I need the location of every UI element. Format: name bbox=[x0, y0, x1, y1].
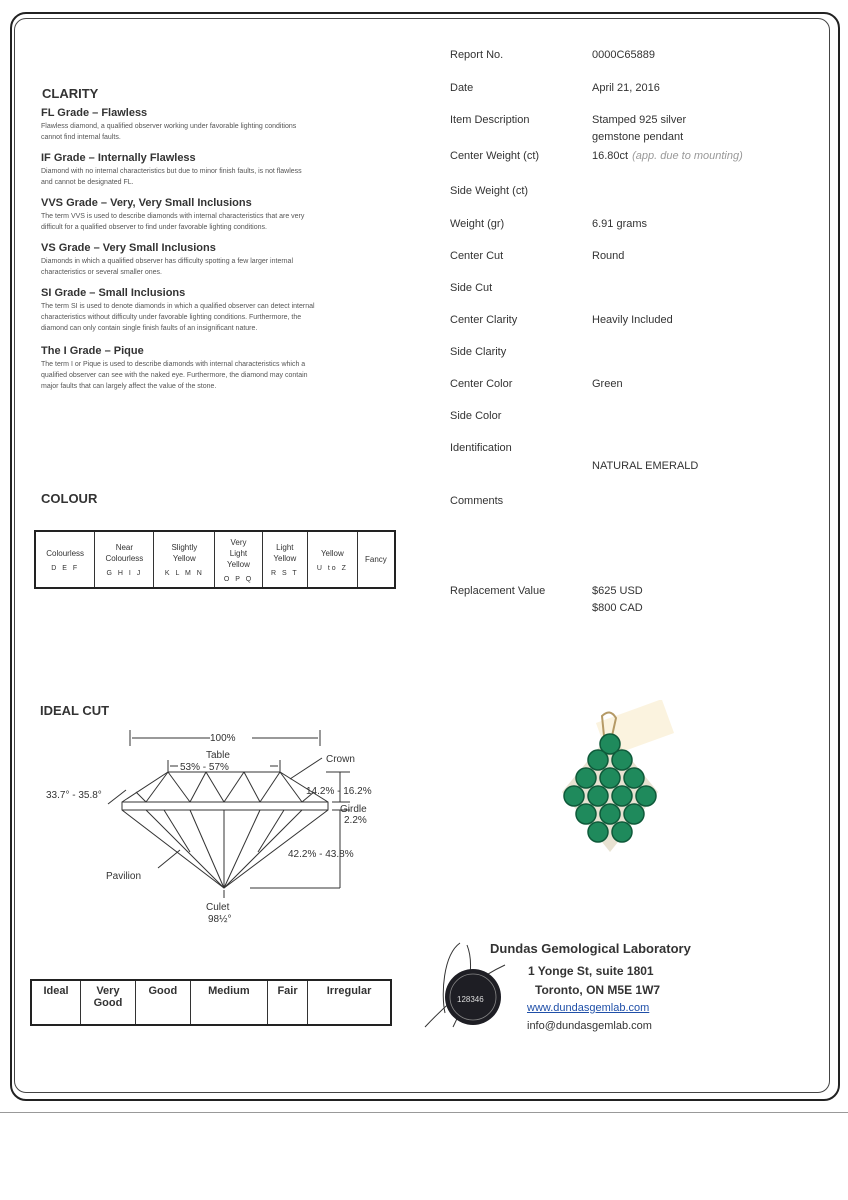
emerald-stone bbox=[612, 822, 632, 842]
clarity-grade-name: FL Grade – Flawless bbox=[41, 107, 148, 119]
lab-website-link[interactable]: www.dundasgemlab.com bbox=[527, 1002, 650, 1014]
field-value bbox=[592, 80, 660, 97]
colour-grade-label: Light bbox=[276, 543, 294, 552]
table-range-label: 53% - 57% bbox=[180, 762, 229, 773]
colour-grade-label: Fancy bbox=[364, 555, 387, 564]
colour-grade-cell bbox=[357, 531, 395, 588]
cut-grade-cell bbox=[267, 980, 307, 1025]
colour-grade-letters: G H I J bbox=[106, 570, 143, 577]
colour-grade-label: Yellow bbox=[320, 548, 344, 558]
description-line: Flawless diamond, a qualified observer working under favorable lighting conditions bbox=[41, 123, 297, 130]
description-line: The term SI is used to denote diamonds in which a qualified observer can detect internal bbox=[41, 303, 315, 310]
field-value-text: April 21, 2016 bbox=[592, 82, 660, 94]
emerald-stone bbox=[624, 768, 644, 788]
colour-title: COLOUR bbox=[41, 491, 98, 506]
field-label: Side Cut bbox=[450, 282, 493, 294]
description-line: The term VVS is used to describe diamonds with internal characteristics that are very bbox=[41, 213, 305, 220]
clarity-grade bbox=[41, 287, 386, 334]
colour-grade-label: Very bbox=[230, 537, 247, 547]
cut-grade-label: Medium bbox=[208, 985, 250, 997]
width-percent-label: 100% bbox=[210, 733, 236, 744]
clarity-grade bbox=[41, 242, 386, 278]
field-value bbox=[592, 47, 655, 64]
emerald-stone bbox=[576, 768, 596, 788]
field-label: Side Clarity bbox=[450, 346, 507, 358]
page-divider bbox=[0, 1112, 848, 1113]
emerald-stone bbox=[612, 750, 632, 770]
cut-grade-cell bbox=[31, 980, 80, 1025]
colour-grade-cell bbox=[262, 531, 307, 588]
field-value-note: (app. due to mounting) bbox=[632, 150, 743, 162]
colour-grade-label: Near bbox=[115, 543, 134, 552]
diamond-cut-diagram bbox=[40, 722, 400, 932]
colour-grade-cell bbox=[154, 531, 215, 588]
description-line: Diamond with no internal characteristics but due to minor finish faults, is not flawless bbox=[41, 168, 302, 175]
cut-grade-label: Good bbox=[148, 985, 178, 997]
description-line: The term I or Pique is used to describe diamonds with internal characteristics which a bbox=[41, 361, 306, 368]
description-line: qualified observer can see with the naked eye. Furthermore, the diamond may contain bbox=[41, 372, 308, 379]
colour-grade-cell bbox=[95, 531, 154, 588]
colour-grade-letters: U to Z bbox=[316, 564, 348, 572]
clarity-grade-description bbox=[41, 359, 386, 392]
description-line: characteristics or several smaller ones. bbox=[41, 269, 162, 276]
lab-address-line1: 1 Yonge St, suite 1801 bbox=[528, 964, 654, 978]
culet-label: Culet bbox=[206, 902, 230, 913]
clarity-grade-name: The I Grade – Pique bbox=[41, 345, 144, 357]
emerald-stone bbox=[600, 768, 620, 788]
field-label: Comments bbox=[450, 495, 504, 507]
description-line: and cannot be designated FL. bbox=[41, 179, 134, 186]
cut-grade-table bbox=[30, 979, 392, 1026]
description-line: characteristics without difficulty under favorable lighting conditions. Furthermore, the bbox=[41, 314, 302, 321]
emerald-stone bbox=[564, 786, 584, 806]
girdle-label: Girdle bbox=[340, 804, 367, 815]
field-value bbox=[592, 148, 743, 165]
field-value bbox=[592, 216, 647, 233]
seal-number: 128346 bbox=[457, 995, 484, 1004]
lab-name: Dundas Gemological Laboratory bbox=[490, 941, 691, 956]
colour-grade-label: Light bbox=[229, 548, 248, 558]
colour-grade-label: Colourless bbox=[105, 554, 144, 563]
field-label: Center Color bbox=[450, 378, 513, 390]
emerald-stone bbox=[588, 786, 608, 806]
field-label: Item Description bbox=[450, 114, 530, 126]
cut-grade-cell bbox=[190, 980, 267, 1025]
clarity-grade-name: VS Grade – Very Small Inclusions bbox=[41, 242, 216, 254]
field-value bbox=[592, 583, 643, 617]
colour-scale-table bbox=[34, 530, 396, 589]
lab-email: info@dundasgemlab.com bbox=[527, 1020, 652, 1032]
colour-grade-cell bbox=[307, 531, 357, 588]
colour-grade-letters: R S T bbox=[270, 570, 299, 577]
clarity-grade-description bbox=[41, 166, 386, 188]
clarity-grade bbox=[41, 152, 386, 188]
emerald-stone bbox=[636, 786, 656, 806]
field-value-text: Green bbox=[592, 378, 623, 390]
clarity-grade-name: VVS Grade – Very, Very Small Inclusions bbox=[41, 197, 252, 209]
emerald-stone bbox=[600, 804, 620, 824]
field-value bbox=[592, 312, 673, 329]
field-value bbox=[592, 376, 623, 393]
clarity-grade-description bbox=[41, 211, 386, 233]
field-label: Center Weight (ct) bbox=[450, 150, 540, 162]
field-label: Identification bbox=[450, 442, 512, 454]
field-value-text: NATURAL EMERALD bbox=[592, 460, 699, 472]
colour-grade-letters: D E F bbox=[51, 564, 80, 572]
lab-address-line2: Toronto, ON M5E 1W7 bbox=[535, 983, 661, 997]
field-value-line2: $800 CAD bbox=[592, 602, 643, 614]
colour-grade-label: Yellow bbox=[273, 554, 297, 563]
colour-grade-letters: O P Q bbox=[223, 575, 254, 583]
field-value-text: 16.80ct bbox=[592, 150, 629, 162]
field-value-text: Round bbox=[592, 250, 625, 262]
crown-angle-label: 33.7° - 35.8° bbox=[46, 790, 102, 801]
field-label: Report No. bbox=[450, 49, 504, 61]
field-value bbox=[592, 248, 624, 265]
pavilion-label: Pavilion bbox=[106, 871, 142, 882]
colour-grade-label: Yellow bbox=[227, 559, 250, 569]
field-value bbox=[592, 112, 686, 146]
field-label: Center Clarity bbox=[450, 314, 518, 326]
field-label: Weight (gr) bbox=[450, 218, 505, 230]
clarity-grade-description bbox=[41, 121, 386, 143]
table-label: Table bbox=[206, 750, 230, 761]
clarity-grade-description bbox=[41, 256, 386, 278]
colour-grade-cell bbox=[215, 531, 262, 588]
cut-grade-label: Good bbox=[93, 997, 123, 1009]
field-value-text: 0000C65889 bbox=[592, 49, 656, 61]
description-line: difficult for a qualified observer to find under favorable lighting conditions. bbox=[41, 224, 267, 231]
description-line: Diamonds in which a qualified observer has difficulty spotting a few larger internal bbox=[41, 258, 294, 265]
colour-grade-cell bbox=[35, 531, 95, 588]
field-value-text: 6.91 grams bbox=[592, 218, 648, 230]
field-label: Side Weight (ct) bbox=[450, 185, 529, 197]
field-label: Date bbox=[450, 82, 474, 94]
cut-grade-label: Very bbox=[96, 985, 120, 997]
crown-height-label: 14.2% - 16.2% bbox=[306, 786, 372, 797]
cut-grade-label: Irregular bbox=[326, 985, 372, 997]
field-value-text: Stamped 925 silver bbox=[592, 114, 687, 126]
cut-grade-cell bbox=[308, 980, 391, 1025]
cut-grade-cell bbox=[80, 980, 135, 1025]
description-line: cannot find internal faults. bbox=[41, 134, 121, 141]
clarity-grade bbox=[41, 345, 386, 392]
colour-grade-label: Yellow bbox=[172, 554, 196, 563]
pavilion-depth-label: 42.2% - 43.8% bbox=[288, 849, 354, 860]
emerald-stone bbox=[576, 804, 596, 824]
emerald-stone bbox=[624, 804, 644, 824]
emerald-pendant-photo bbox=[540, 700, 680, 870]
description-line: diamond can only contain single finish faults of an insignificant nature. bbox=[41, 325, 258, 332]
field-value-line2: gemstone pendant bbox=[592, 131, 684, 143]
colour-grade-label: Colourless bbox=[46, 548, 85, 558]
emerald-stone bbox=[588, 822, 608, 842]
culet-value-label: 98½° bbox=[208, 914, 232, 925]
cut-grade-cell bbox=[135, 980, 190, 1025]
clarity-grade-description bbox=[41, 301, 386, 334]
emerald-stone bbox=[588, 750, 608, 770]
field-label: Side Color bbox=[450, 410, 502, 422]
colour-grade-label: Slightly bbox=[171, 543, 198, 552]
field-value-text: $625 USD bbox=[592, 585, 643, 597]
clarity-grade-name: SI Grade – Small Inclusions bbox=[41, 287, 186, 299]
ideal-cut-title: IDEAL CUT bbox=[40, 703, 110, 718]
cut-grade-label: Ideal bbox=[43, 985, 69, 997]
clarity-grade bbox=[41, 107, 386, 143]
field-value bbox=[592, 458, 698, 475]
cut-grade-label: Fair bbox=[277, 985, 298, 997]
clarity-grade-name: IF Grade – Internally Flawless bbox=[41, 152, 196, 164]
field-value-text: Heavily Included bbox=[592, 314, 673, 326]
field-label: Replacement Value bbox=[450, 585, 546, 597]
description-line: major faults that can largely affect the value of the stone. bbox=[41, 383, 217, 390]
girdle-value-label: 2.2% bbox=[344, 815, 367, 826]
crown-label: Crown bbox=[326, 754, 355, 765]
field-label: Center Cut bbox=[450, 250, 504, 262]
clarity-grade bbox=[41, 197, 386, 233]
emerald-stone bbox=[612, 786, 632, 806]
colour-grade-letters: K L M N bbox=[164, 570, 204, 577]
clarity-title: CLARITY bbox=[42, 86, 99, 101]
